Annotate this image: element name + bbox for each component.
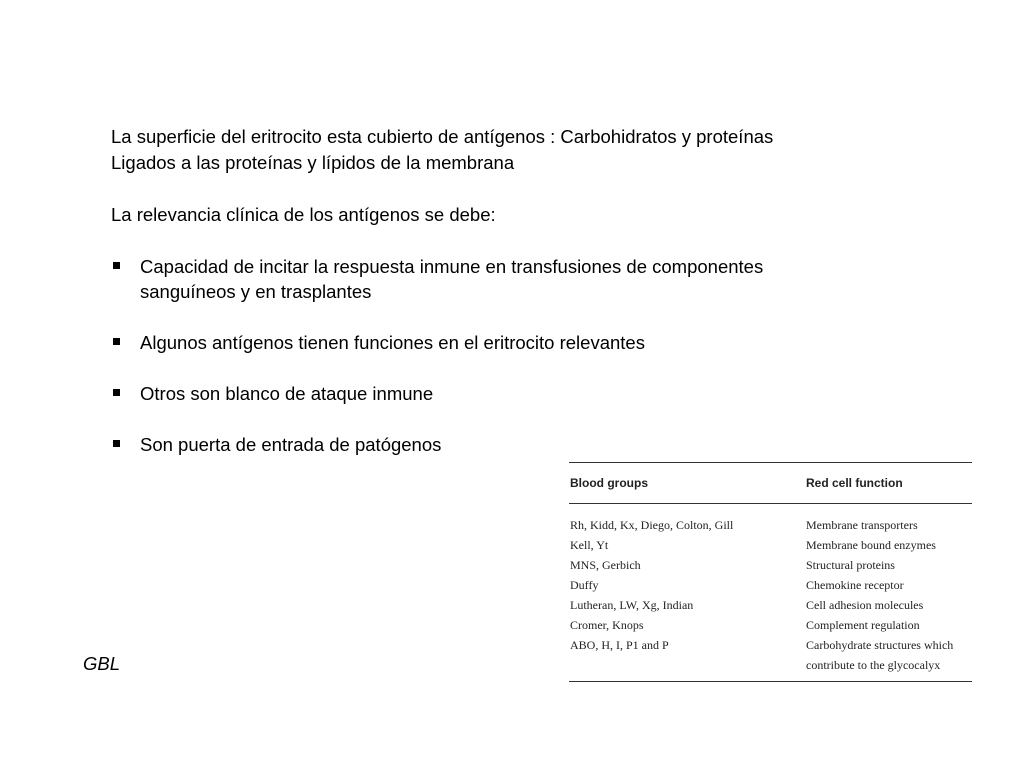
bullet-text-line-1: Capacidad de incitar la respuesta inmune en transfusiones de componentes [140,256,764,277]
intro-line-1: La superficie del eritrocito esta cubierto de antígenos : Carbohidratos y proteínas [111,126,774,147]
bullet-item [111,381,831,406]
header-blood-groups: Blood groups [570,476,648,490]
relevance-heading: La relevancia clínica de los antígenos se debe: [111,204,496,225]
intro-text [111,124,871,176]
cell-function: contribute to the glycocalyx [806,658,941,672]
cell-function: Structural proteins [806,558,895,572]
bullet-item [111,254,831,304]
square-bullet-icon [113,440,120,447]
cell-blood-group: Lutheran, LW, Xg, Indian [570,598,694,612]
bullet-list [111,254,831,483]
bullet-text: Otros son blanco de ataque inmune [140,383,434,404]
cell-function: Chemokine receptor [806,578,904,592]
cell-function: Carbohydrate structures which [806,638,954,652]
cell-function: Membrane bound enzymes [806,538,936,552]
table-row [569,575,972,595]
cell-function: Cell adhesion molecules [806,598,924,612]
bullet-text-line-2: sanguíneos y en trasplantes [140,281,372,302]
square-bullet-icon [113,389,120,396]
cell-blood-group: ABO, H, I, P1 and P [570,638,669,652]
table-bottom-rule [569,681,972,682]
table-row [569,595,972,615]
table-row [569,515,972,535]
cell-function: Complement regulation [806,618,920,632]
cell-blood-group: MNS, Gerbich [570,558,641,572]
intro-line-2: Ligados a las proteínas y lípidos de la membrana [111,152,515,173]
table-header-row [569,463,972,503]
table-row [569,615,972,635]
cell-function: Membrane transporters [806,518,918,532]
author-signature: GBL [83,653,121,674]
table-row [569,555,972,575]
cell-blood-group: Cromer, Knops [570,618,644,632]
cell-blood-group: Kell, Yt [570,538,609,552]
table-body [569,504,972,681]
bullet-text: Algunos antígenos tienen funciones en el eritrocito relevantes [140,332,645,353]
bullet-item [111,432,831,457]
square-bullet-icon [113,338,120,345]
header-red-cell-function: Red cell function [806,476,903,490]
bullet-item [111,330,831,355]
table-row [569,655,972,675]
cell-blood-group: Rh, Kidd, Kx, Diego, Colton, Gill [570,518,734,532]
cell-blood-group [569,655,806,675]
table-row [569,535,972,555]
table-row [569,635,972,655]
square-bullet-icon [113,262,120,269]
bullet-text: Son puerta de entrada de patógenos [140,434,442,455]
cell-blood-group: Duffy [570,578,599,592]
blood-group-function-table [569,462,972,682]
